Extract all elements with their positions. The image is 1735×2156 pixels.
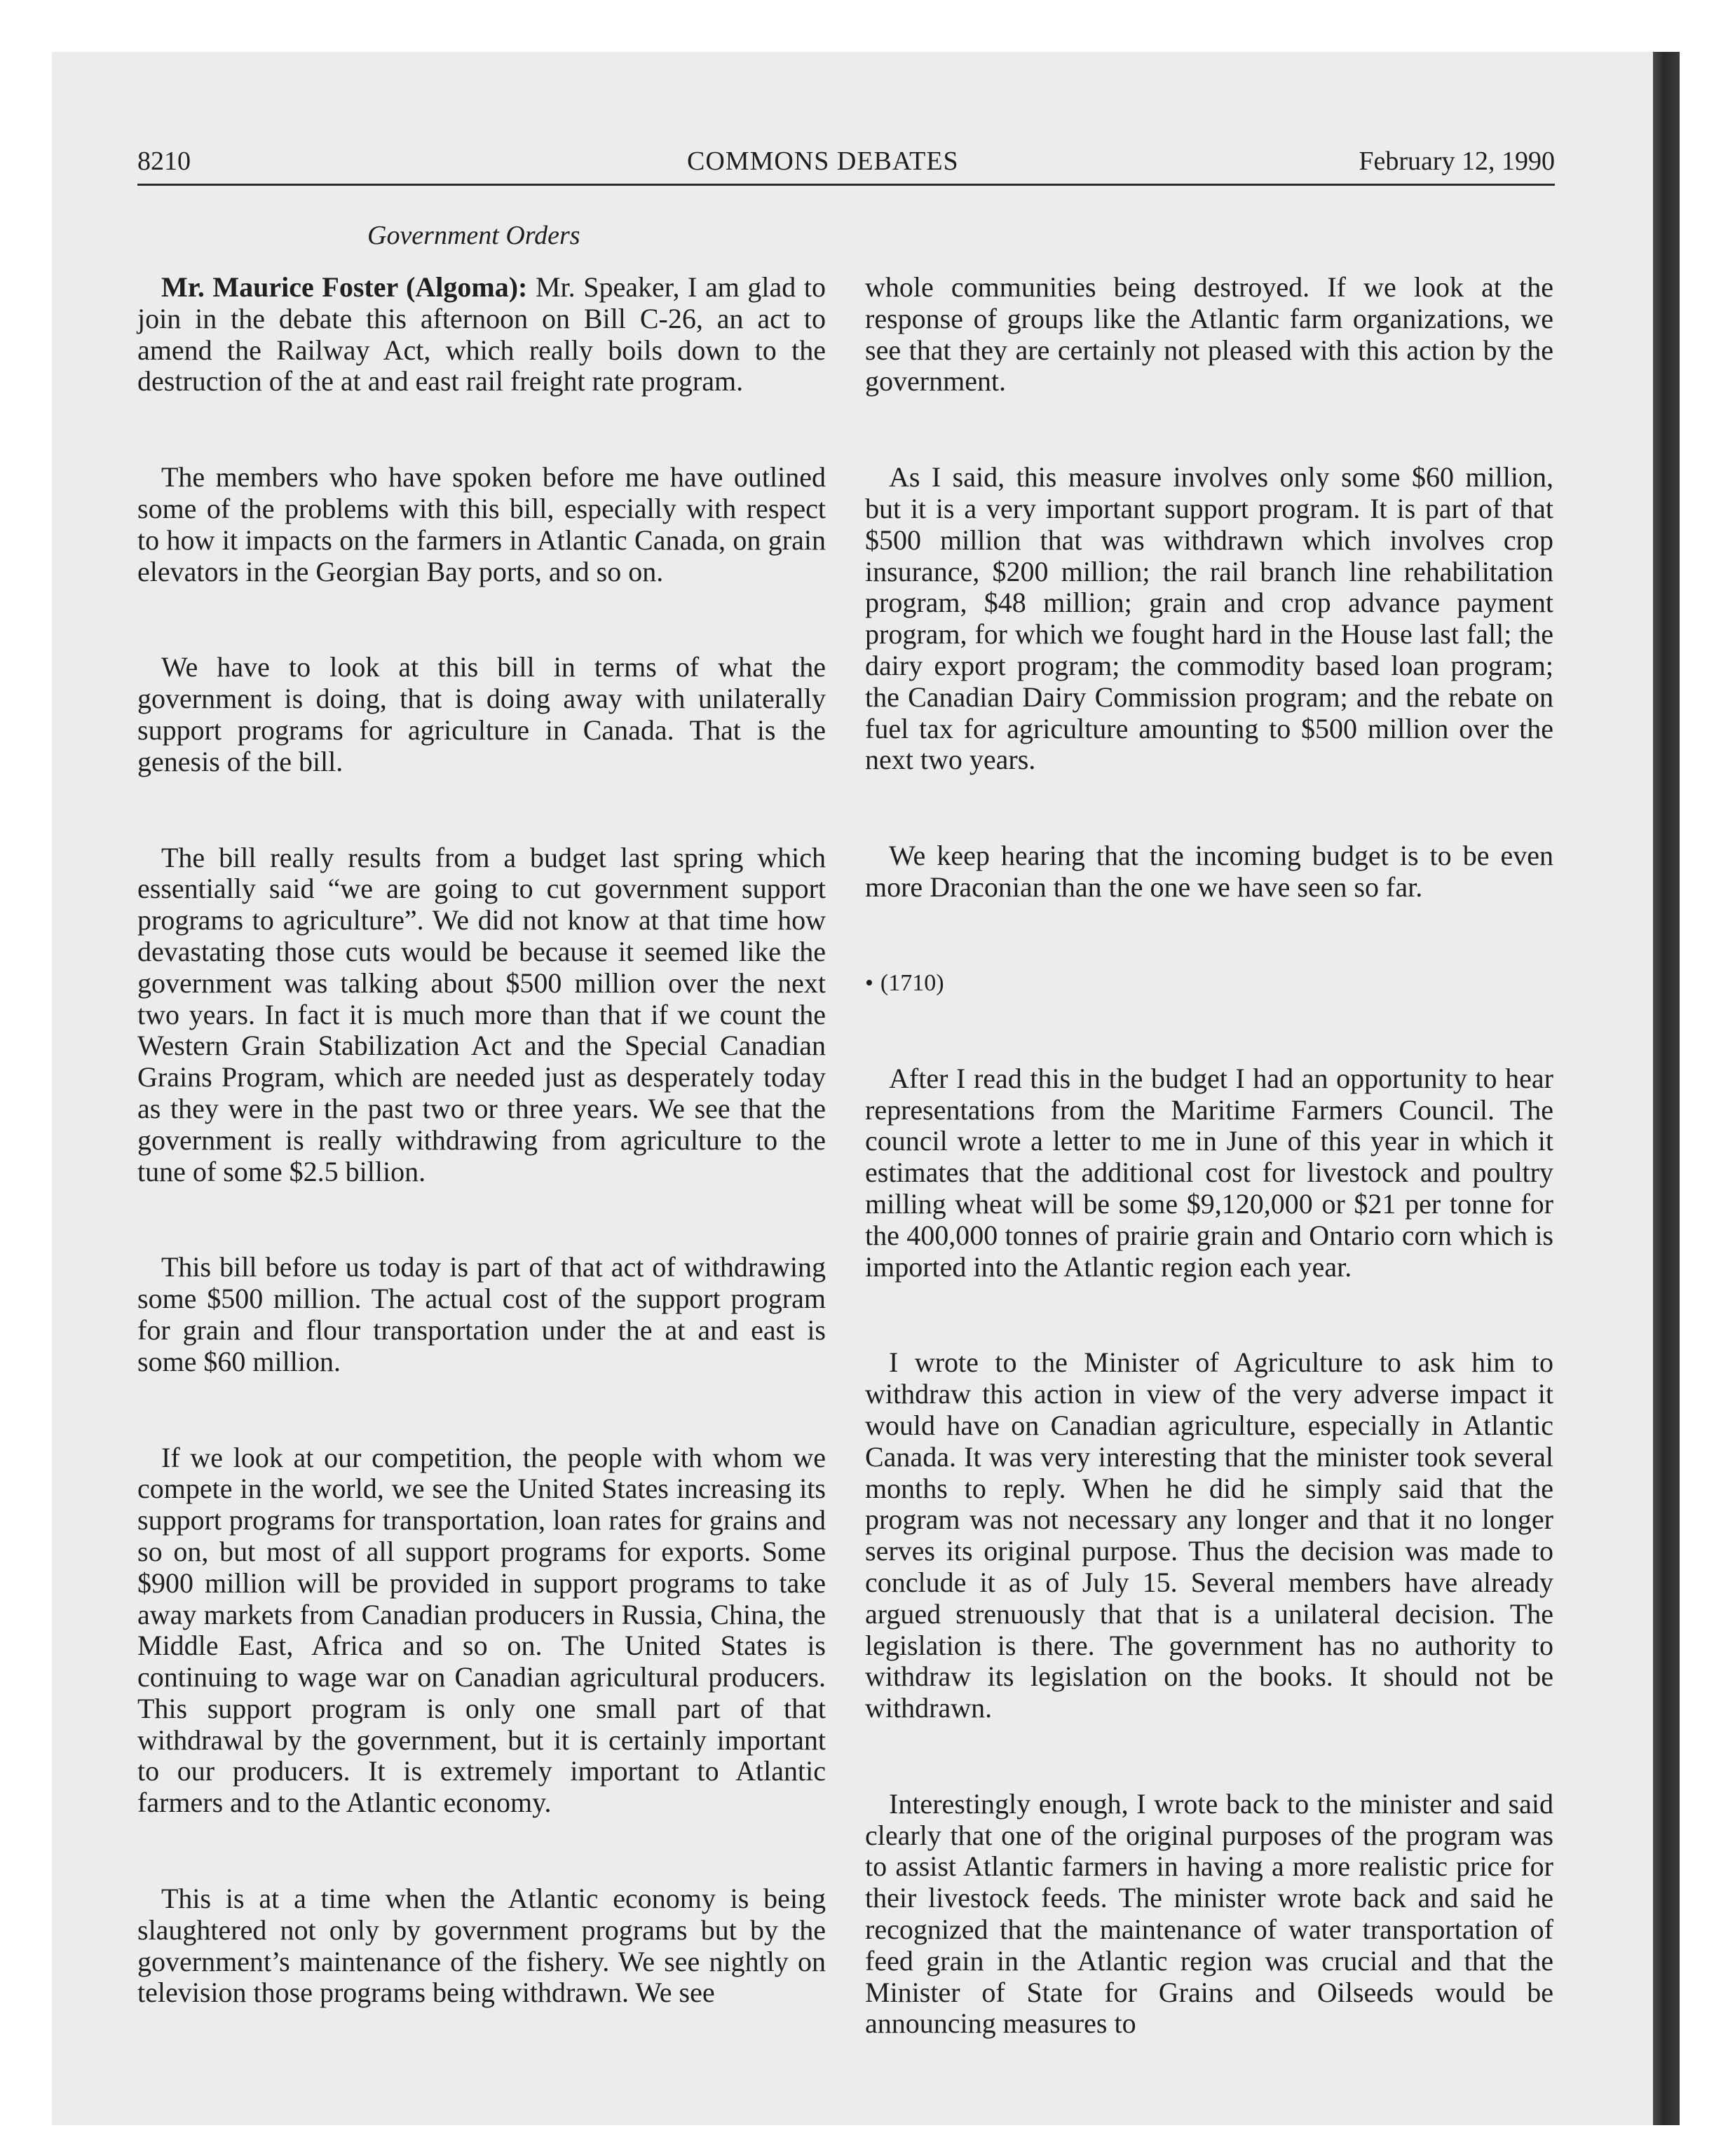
- bullet-icon: •: [865, 969, 873, 996]
- publication-title: COMMONS DEBATES: [687, 146, 959, 176]
- paragraph: This bill before us today is part of that act of withdrawing some $500 million. The actual cost of the support program for grain and flour transportation under the at and east is some $60 million.: [137, 1251, 826, 1377]
- scan-edge-shadow: [1653, 52, 1680, 2125]
- paragraph: If we look at our competition, the people with whom we compete in the world, we see the United States increasing its support programs for transportation, loan rates for grains and so on, but most of all support programs for exports. Some $900 million will be provided in support programs to take away markets from Canadian producers in Russia, China, the Middle East, Africa and so on. The United States is continuing to wage war on Canadian agricultural producers. This support program is only one small part of that withdrawal by the government, but it is certainly important to our producers. It is extremely important to Atlantic farmers and to the Atlantic economy.: [137, 1441, 826, 1819]
- paragraph: The bill really results from a budget last spring which essentially said “we are going to cut government support programs to agriculture”. We did not know at that time how devastating those cuts would be because it seemed like the government was talking about $500 million over the next two years. In fact it is much more than that if we count the Western Grain Stabilization Act and the Special Canadian Grains Program, which are needed just as desperately today as they were in the past two or three years. We see that the government is really withdrawing from agriculture to the tune of some $2.5 billion.: [137, 841, 826, 1187]
- publication-date: February 12, 1990: [1359, 146, 1555, 176]
- time-marker: [865, 968, 1553, 999]
- speaker-name: Mr. Maurice Foster (Algoma):: [161, 271, 528, 303]
- time-marker-text: (1710): [880, 969, 944, 996]
- paragraph: As I said, this measure involves only some $60 million, but it is a very important support program. It is part of that $500 million that was withdrawn which involves crop insurance, $200 million; the rail branch line rehabilitation program, $48 million; grain and crop advance payment program, for which we fought hard in the House last fall; the dairy export program; the commodity based loan program; the Canadian Dairy Commission program; and the rebate on fuel tax for agriculture amounting to $500 million over the next two years.: [865, 461, 1553, 776]
- paragraph: We have to look at this bill in terms of what the government is doing, that is doing away with unilaterally support programs for agriculture in Canada. That is the genesis of the bill.: [137, 651, 826, 777]
- section-title: Government Orders: [367, 221, 580, 250]
- paragraph: This is at a time when the Atlantic economy is being slaughtered not only by government programs but by the government’s maintenance of the fishery. We see nightly on television those programs being withdrawn. We see: [137, 1883, 826, 2009]
- right-column: [865, 272, 1553, 2104]
- paragraph: Interestingly enough, I wrote back to the minister and said clearly that one of the original purposes of the program was to assist Atlantic farmers in having a more realistic price for their livestock feeds. The minister wrote back and said he recognized that the maintenance of water transportation of feed grain in the Atlantic region was crucial and that the Minister of State for Grains and Oilseeds would be announcing measures to: [865, 1787, 1553, 2040]
- page-number: 8210: [137, 146, 191, 176]
- paragraph: We keep hearing that the incoming budget is to be even more Draconian than the one we have seen so far.: [865, 840, 1553, 903]
- paragraph-text: Mr. Speaker, I am glad to join in the debate this afternoon on Bill C-26, an act to amend the Railway Act, which really boils down to the destruction of the at and east rail freight rate program.: [137, 271, 826, 397]
- paragraph: The members who have spoken before me have outlined some of the problems with this bill, especially with respect to how it impacts on the farmers in Atlantic Canada, on grain elevators in the Georgian Bay ports, and so on.: [137, 461, 826, 587]
- left-column: [137, 272, 826, 2073]
- paragraph: I wrote to the Minister of Agriculture to ask him to withdraw this action in view of the very adverse impact it would have on Canadian agriculture, especially in Atlantic Canada. It was very interesting that the minister took several months to reply. When he did he simply said that the program was not necessary any longer and that it no longer serves its original purpose. Thus the decision was made to conclude it as of July 15. Several members have already argued strenuously that that is a unilateral decision. The legislation is there. The government has no authority to withdraw its legislation on the books. It should not be withdrawn.: [865, 1346, 1553, 1724]
- paragraph: [137, 272, 826, 397]
- header-rule: [137, 184, 1555, 186]
- paragraph: After I read this in the budget I had an opportunity to hear representations from the Maritime Farmers Council. The council wrote a letter to me in June of this year in which it estimates that the additional cost for livestock and poultry milling wheat will be some $9,120,000 or $21 per tonne for the 400,000 tonnes of prairie grain and Ontario corn which is imported into the Atlantic region each year.: [865, 1062, 1553, 1283]
- paragraph-continuation: whole communities being destroyed. If we look at the response of groups like the Atlantic farm organizations, we see that they are certainly not pleased with this action by the government.: [865, 271, 1553, 397]
